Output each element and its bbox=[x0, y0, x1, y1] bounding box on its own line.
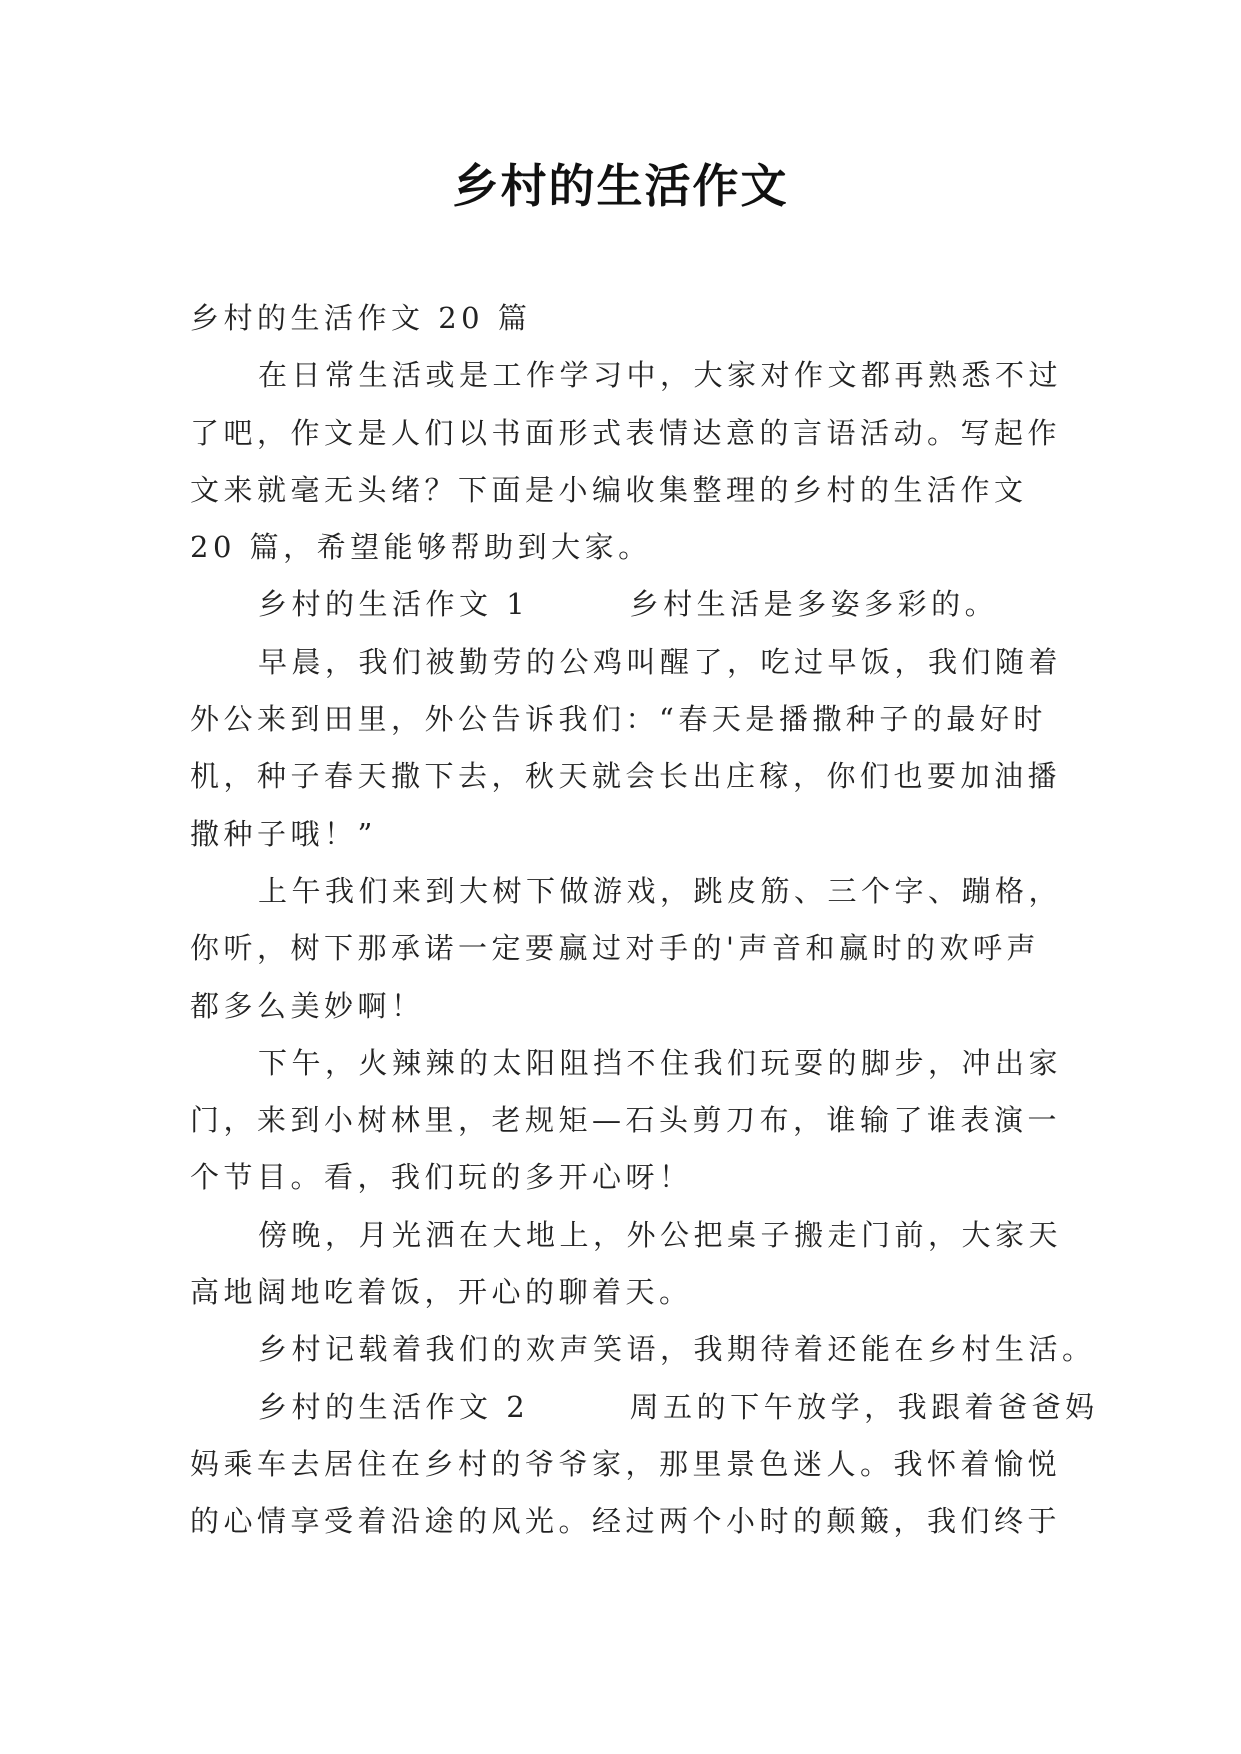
subtitle-line: 乡村的生活作文 20 篇 bbox=[190, 301, 532, 335]
paragraph-line: 文来就毫无头绪？下面是小编收集整理的乡村的生活作文 bbox=[190, 472, 1028, 507]
paragraph-line: 20 篇，希望能够帮助到大家。 bbox=[190, 530, 652, 565]
paragraph-line: 门，来到小树林里，老规矩—石头剪刀布，谁输了谁表演一 bbox=[190, 1103, 1062, 1138]
paragraph-line: 机，种子春天撒下去，秋天就会长出庄稼，你们也要加油播 bbox=[190, 759, 1062, 794]
paragraph-line: 早晨，我们被勤劳的公鸡叫醒了，吃过早饭，我们随着 bbox=[258, 644, 1063, 679]
paragraph-line: 个节目。看，我们玩的多开心呀！ bbox=[190, 1160, 693, 1195]
paragraph-line: 都多么美妙啊！ bbox=[190, 988, 425, 1023]
paragraph-line: 你听，树下那承诺一定要赢过对手的'声音和赢时的欢呼声 bbox=[190, 931, 1040, 966]
document-title: 乡村的生活作文 bbox=[452, 159, 789, 213]
paragraph-line: 乡村记载着我们的欢声笑语，我期待着还能在乡村生活。 bbox=[258, 1332, 1096, 1367]
paragraph-line: 下午，火辣辣的太阳阻挡不住我们玩耍的脚步，冲出家 bbox=[258, 1045, 1063, 1080]
paragraph-line: 妈乘车去居住在乡村的爷爷家，那里景色迷人。我怀着愉悦 bbox=[190, 1446, 1062, 1481]
paragraph-line: 撒种子哦！” bbox=[190, 816, 377, 851]
paragraph-line: 了吧，作文是人们以书面形式表情达意的言语活动。写起作 bbox=[190, 415, 1062, 450]
paragraph-line: 外公来到田里，外公告诉我们：“春天是播撒种子的最好时 bbox=[190, 702, 1047, 737]
paragraph-line: 在日常生活或是工作学习中，大家对作文都再熟悉不过 bbox=[258, 358, 1063, 393]
paragraph-line: 傍晚，月光洒在大地上，外公把桌子搬走门前，大家天 bbox=[258, 1217, 1063, 1252]
paragraph-line: 高地阔地吃着饭，开心的聊着天。 bbox=[190, 1275, 693, 1310]
paragraph-line: 乡村的生活作文 2 周五的下午放学，我跟着爸爸妈 bbox=[258, 1389, 1099, 1424]
paragraph-line: 的心情享受着沿途的风光。经过两个小时的颠簸，我们终于 bbox=[190, 1504, 1062, 1539]
paragraph-line: 乡村的生活作文 1 乡村生活是多姿多彩的。 bbox=[258, 587, 999, 622]
paragraph-line: 上午我们来到大树下做游戏，跳皮筋、三个字、蹦格， bbox=[258, 873, 1063, 908]
document-body bbox=[190, 290, 1099, 1551]
